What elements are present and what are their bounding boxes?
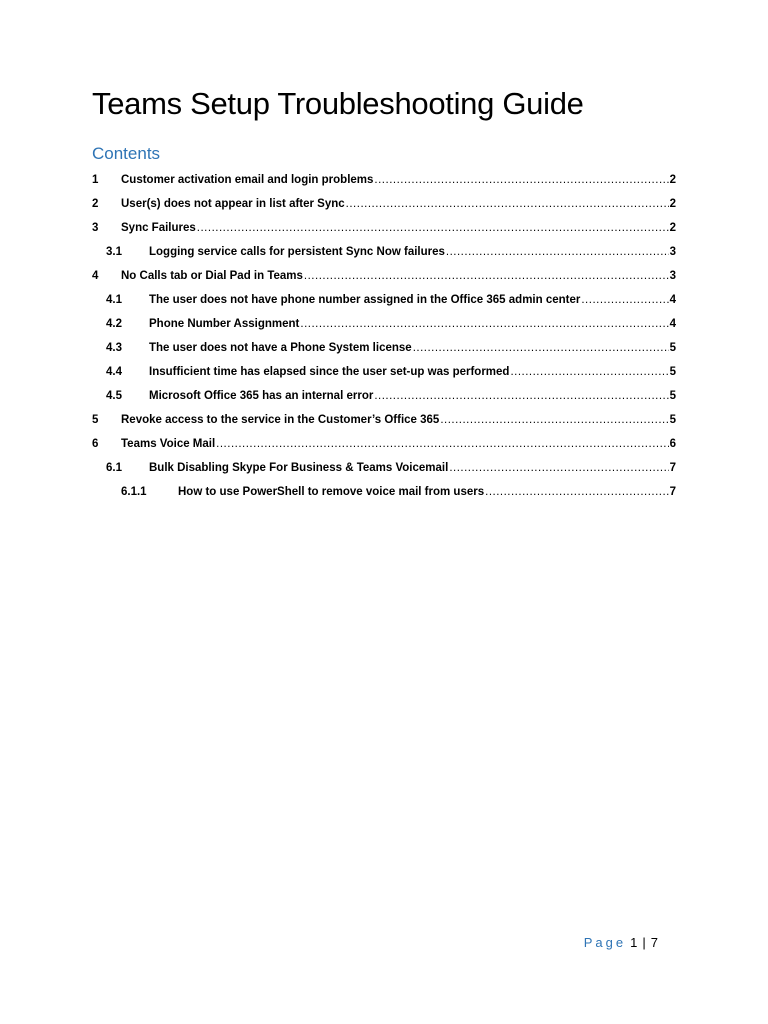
toc-entry[interactable] [92,216,676,240]
toc-entry[interactable] [92,168,676,192]
toc-dot-leader [346,198,669,210]
toc-entry-title[interactable]: Teams Voice Mail [121,438,216,450]
toc-dot-leader [374,390,668,402]
toc-entry-number: 4.4 [106,366,122,378]
toc-entry[interactable] [92,240,676,264]
toc-entry-number: 3.1 [106,246,122,258]
toc-entry-title[interactable]: Bulk Disabling Skype For Business & Teams Voicemail [149,462,449,474]
toc-entry-title[interactable]: Microsoft Office 365 has an internal error [149,390,374,402]
toc-entry-title[interactable]: Phone Number Assignment [149,318,300,330]
toc-entry-number: 2 [92,198,99,210]
toc-entry-title[interactable]: No Calls tab or Dial Pad in Teams [121,270,303,282]
toc-entry-title[interactable]: Revoke access to the service in the Customer’s Office 365 [121,414,440,426]
toc-entry[interactable] [92,336,676,360]
toc-entry-page: 3 [669,270,676,282]
toc-dot-leader [485,486,668,498]
toc-entry-line [121,414,676,426]
toc-entry-line [149,294,676,306]
toc-dot-leader [446,246,669,258]
toc-entry-page: 7 [669,462,676,474]
toc-entry-page: 7 [669,486,676,498]
toc-dot-leader [449,462,668,474]
toc-entry-title[interactable]: User(s) does not appear in list after Sync [121,198,345,210]
toc-entry[interactable] [92,312,676,336]
toc-dot-leader [440,414,668,426]
toc-entry-line [149,366,676,378]
toc-entry-page: 6 [669,438,676,450]
toc-entry-page: 5 [669,414,676,426]
table-of-contents [92,168,676,504]
toc-entry-page: 4 [669,294,676,306]
toc-entry-line [121,438,676,450]
toc-entry-page: 5 [669,366,676,378]
footer-page-label: Page [583,935,627,950]
toc-entry-title[interactable]: Sync Failures [121,222,196,234]
toc-entry-line [121,174,676,186]
toc-entry-line [149,246,676,258]
toc-entry-title[interactable]: Customer activation email and login problems [121,174,374,186]
toc-entry-page: 5 [669,342,676,354]
toc-entry-line [121,270,676,282]
footer-separator: | [642,935,646,950]
toc-entry-number: 4.5 [106,390,122,402]
contents-heading: Contents [92,144,161,163]
page-footer [584,935,658,950]
toc-entry-line [149,342,676,354]
toc-entry-line [121,198,676,210]
toc-dot-leader [374,174,668,186]
toc-entry[interactable] [92,432,676,456]
toc-entry-title[interactable]: The user does not have a Phone System license [149,342,412,354]
toc-entry-title[interactable]: How to use PowerShell to remove voice mail from users [178,486,485,498]
toc-entry-title[interactable]: The user does not have phone number assigned in the Office 365 admin center [149,294,581,306]
toc-entry[interactable] [92,192,676,216]
document-title: Teams Setup Troubleshooting Guide [92,86,584,121]
toc-entry-page: 3 [669,246,676,258]
toc-entry[interactable] [92,480,676,504]
toc-dot-leader [413,342,669,354]
toc-dot-leader [216,438,668,450]
toc-entry-line [121,222,676,234]
toc-dot-leader [300,318,668,330]
toc-entry-line [149,318,676,330]
toc-entry-page: 2 [669,174,676,186]
toc-dot-leader [304,270,669,282]
toc-entry[interactable] [92,264,676,288]
toc-entry-number: 4.3 [106,342,122,354]
toc-entry[interactable] [92,456,676,480]
toc-dot-leader [197,222,669,234]
toc-entry-page: 5 [669,390,676,402]
toc-entry[interactable] [92,360,676,384]
footer-total-pages: 7 [650,935,658,950]
toc-entry-number: 4 [92,270,99,282]
footer-current-page: 1 [630,935,638,950]
toc-entry[interactable] [92,384,676,408]
toc-entry-page: 4 [669,318,676,330]
toc-entry-line [149,390,676,402]
toc-entry-title[interactable]: Insufficient time has elapsed since the user set-up was performed [149,366,510,378]
toc-entry[interactable] [92,408,676,432]
toc-dot-leader [510,366,668,378]
toc-entry-number: 4.2 [106,318,122,330]
toc-entry-number: 6.1 [106,462,122,474]
toc-entry-number: 6.1.1 [121,486,147,498]
toc-entry[interactable] [92,288,676,312]
toc-entry-title[interactable]: Logging service calls for persistent Sync Now failures [149,246,445,258]
toc-entry-page: 2 [669,198,676,210]
toc-entry-number: 4.1 [106,294,122,306]
toc-entry-number: 1 [92,174,99,186]
toc-dot-leader [581,294,668,306]
toc-entry-number: 6 [92,438,99,450]
toc-entry-page: 2 [669,222,676,234]
toc-entry-number: 3 [92,222,99,234]
toc-entry-number: 5 [92,414,99,426]
toc-entry-line [178,486,676,498]
toc-entry-line [149,462,676,474]
